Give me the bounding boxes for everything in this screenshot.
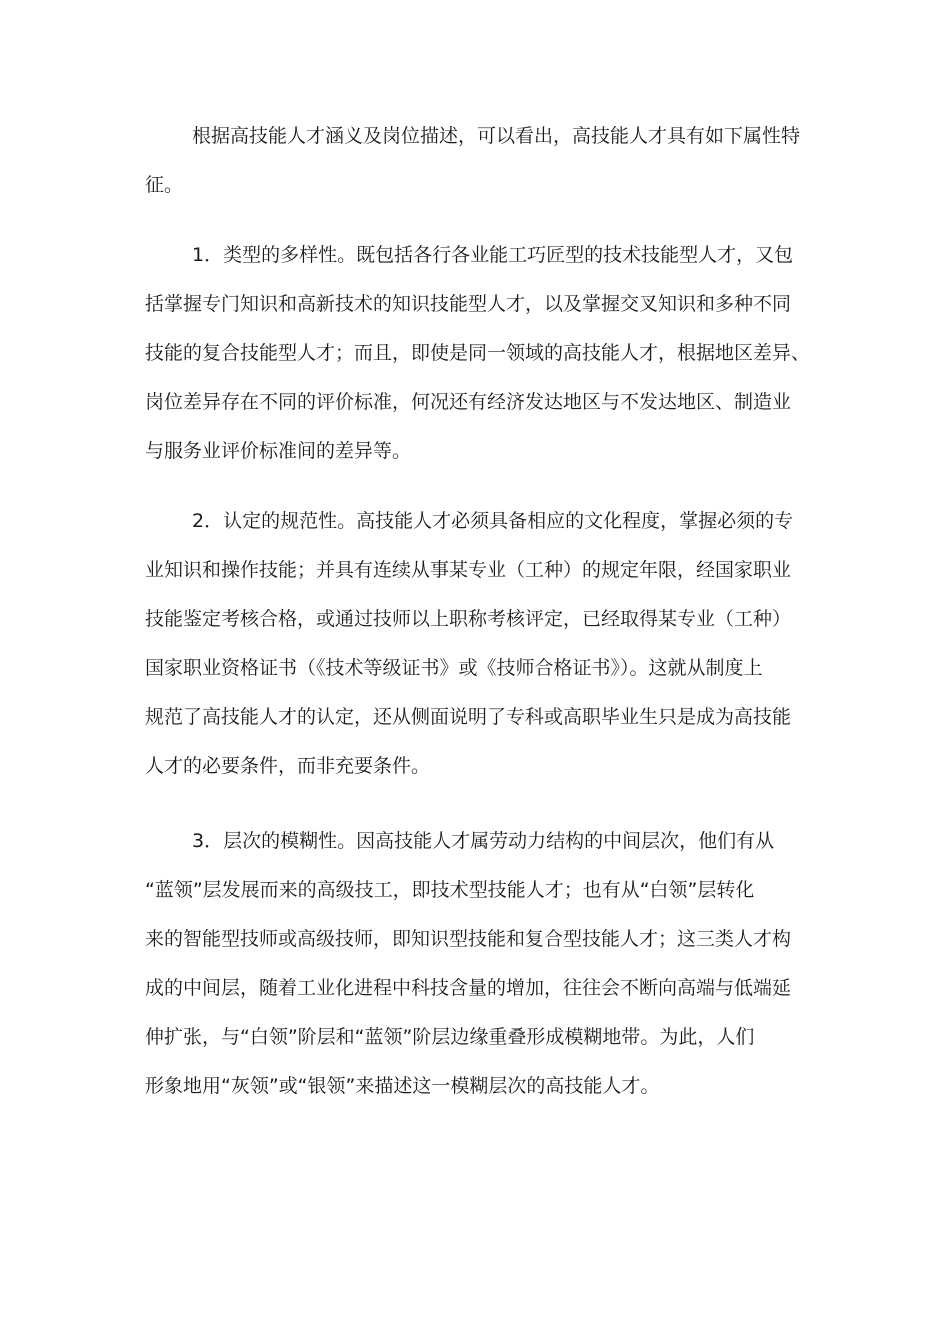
paragraph-line: 伸扩张，与“白领”阶层和“蓝领”阶层边缘重叠形成模糊地带。为此，人们 — [145, 1026, 755, 1048]
paragraph-line: 技能鉴定考核合格，或通过技师以上职称考核评定，已经取得某专业（工种） — [145, 608, 792, 630]
paragraph-line: 技能的复合技能型人才；而且，即使是同一领域的高技能人才，根据地区差异、 — [145, 342, 811, 364]
paragraph-line: 业知识和操作技能；并具有连续从事某专业（工种）的规定年限，经国家职业 — [145, 559, 792, 581]
paragraph-line: 国家职业资格证书（《技术等级证书》或《技师合格证书》）。这就从制度上 — [145, 657, 763, 679]
paragraph-line: 成的中间层，随着工业化进程中科技含量的增加，往往会不断向高端与低端延 — [145, 977, 792, 999]
paragraph-diversity — [145, 231, 810, 476]
paragraph-line: “蓝领”层发展而来的高级技工，即技术型技能人才；也有从“白领”层转化 — [145, 879, 755, 901]
paragraph-line: 来的智能型技师或高级技师，即知识型技能和复合型技能人才；这三类人才构 — [145, 928, 792, 950]
paragraph-line: 规范了高技能人才的认定，还从侧面说明了专科或高职毕业生只是成为高技能 — [145, 706, 792, 728]
paragraph-line: 2．认定的规范性。高技能人才必须具备相应的文化程度，掌握必须的专 — [192, 510, 794, 532]
paragraph-line: 人才的必要条件，而非充要条件。 — [145, 755, 431, 777]
paragraph-line: 与服务业评价标准间的差异等。 — [145, 440, 412, 462]
paragraph-line: 根据高技能人才涵义及岗位描述，可以看出，高技能人才具有如下属性特 — [192, 125, 801, 147]
paragraph-line: 征。 — [145, 174, 184, 196]
paragraph-line: 1．类型的多样性。既包括各行各业能工巧匠型的技术技能型人才，又包 — [192, 244, 794, 266]
paragraph-standardization — [145, 497, 810, 791]
paragraph-ambiguity — [145, 817, 810, 1111]
paragraph-line: 岗位差异存在不同的评价标准，何况还有经济发达地区与不发达地区、制造业 — [145, 391, 792, 413]
paragraph-line: 3．层次的模糊性。因高技能人才属劳动力结构的中间层次，他们有从 — [192, 830, 775, 852]
paragraph-line: 形象地用“灰领”或“银领”来描述这一模糊层次的高技能人才。 — [145, 1075, 660, 1097]
paragraph-intro — [145, 112, 810, 210]
paragraph-line: 括掌握专门知识和高新技术的知识技能型人才，以及掌握交叉知识和多种不同 — [145, 293, 792, 315]
